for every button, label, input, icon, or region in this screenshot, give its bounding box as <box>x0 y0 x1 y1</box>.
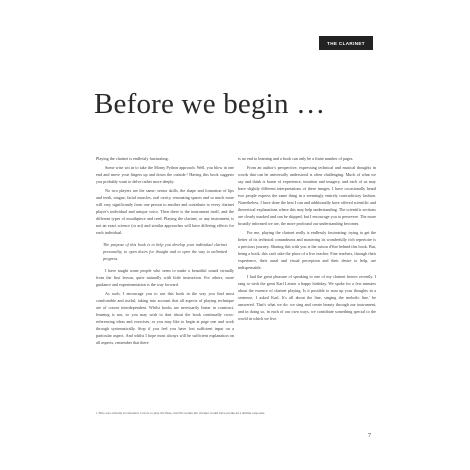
paragraph: For me, playing the clarinet really is endlessly fascinating: trying to get the better of its technical conundrums and mastering its wonderfully rich repertoire is a precious journey. Sharing this with you is the raison d'être behind this book. But, being a book, this can't take the place of a live teacher. Fine teachers, through their experience, their aural and visual perception and their desire to help, are indispensable. <box>238 230 376 270</box>
right-column <box>238 155 376 322</box>
paragraph: is no end to learning and a book can only be a finite number of pages. <box>238 156 354 161</box>
left-column <box>96 155 234 346</box>
paragraph: As such, I encourage you to use this book in the way you find most comfortable and useful, taking into account that all aspects of playing technique are of course interdependent. Whilst books are necessarily linear in construct, learning is not, so you may wish to dart about the book continually cross-referencing ideas and exercises, or you may like to begin at page one and work through systematically. Stop if you feel you have lost sufficient input on a particular aspect. And whilst I hope most always will be sufficient explanation on all aspects, remember that there <box>96 291 234 345</box>
paragraph: Some wise wit in to take the Monty Python approach. Well, you blow in one end and move your fingers up and down the outside.¹ Having this book suggests you probably want to delve rather more deeply. <box>96 165 234 184</box>
paragraph: Playing the clarinet is endlessly fascinating. <box>96 156 169 161</box>
paragraph: No two players are the same: senior skills, the shape and formation of lips and teeth, tongue, facial muscles, oral cavity, resonating spaces and so much more will vary significantly from one person to another and contribute to every clarinet player's individual and unique voice. Then there is the instrument itself, and the different types of mouthpiece and reed. Playing the clarinet, or any instrument, is not an exact science (or art) and similar approaches will have differing effects for each individual. <box>96 188 234 235</box>
paragraph: I had the great pleasure of speaking to one of my clarinet heroes recently. I rang to wish the great Karl Leister a happy birthday. We spoke for a few minutes about the essence of clarinet playing. Is it possible to sum up your thoughts in a sentence, I asked Karl. It's all about the line, singing the melodic line.' he answered. That's what we do: we sing and create beauty through our instrument, and in doing so, in each of our own ways, we contribute something special to the world in which we live. <box>238 274 376 321</box>
page-number: 7 <box>368 433 371 439</box>
paragraph: From an author's perspective, expressing technical and musical thoughts in words that can be universally understood is often challenging. Much of what we say and think is borne of experience, intuition and imagery, and each of us may have slightly different interpretations of these images. I have occasionally heard two people express the same thing in a seemingly entirely contradictory fashion. Nonetheless, I have done the best I can and additionally have offered scientific and theoretical explanations where this may help understanding. The scientific sections are clearly marked and can be skipped, but I encourage you to persevere. The more broadly informed we are, the more profound our understanding becomes. <box>238 165 376 226</box>
footnote: 1 This was actually in reference to how to play the flute, but I'm certain the clarinet would have produced a similar response. <box>96 411 266 415</box>
paragraph: I have taught some people who seem to make a beautiful sound virtually from the first lesson, quite naturally with little instruction. For others, more guidance and experimentation is the way forward. <box>96 268 234 287</box>
chapter-title: Before we begin … <box>94 88 326 120</box>
running-head: THE CLARINET <box>319 36 373 50</box>
pull-quote: The purpose of this book is to help you develop your individual clarinet personality, to open doors for thought and to open the way to unlimited progress. <box>103 242 227 261</box>
